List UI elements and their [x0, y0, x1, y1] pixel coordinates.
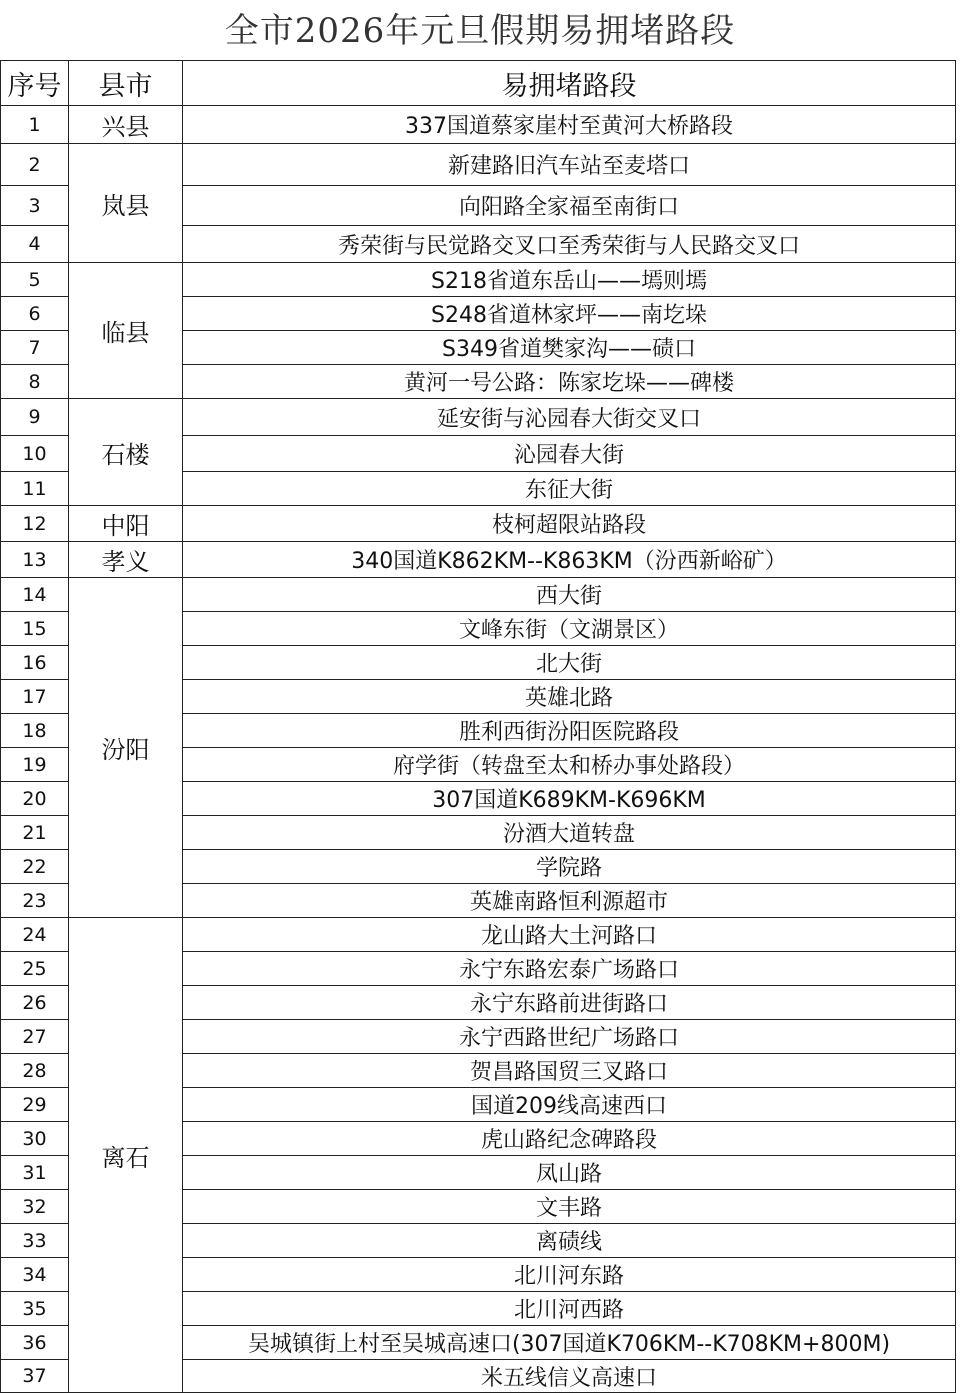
row-index: 32	[1, 1190, 69, 1224]
row-index: 12	[1, 506, 69, 542]
county-cell: 兴县	[69, 106, 183, 144]
row-index: 23	[1, 884, 69, 918]
road-cell: 向阳路全家福至南街口	[183, 186, 956, 226]
road-cell: 337国道蔡家崖村至黄河大桥路段	[183, 106, 956, 144]
row-index: 16	[1, 646, 69, 680]
road-cell: 西大街	[183, 578, 956, 612]
row-index: 36	[1, 1326, 69, 1360]
header-road: 易拥堵路段	[183, 61, 956, 106]
row-index: 26	[1, 986, 69, 1020]
row-index: 28	[1, 1054, 69, 1088]
road-cell: 枝柯超限站路段	[183, 506, 956, 542]
row-index: 29	[1, 1088, 69, 1122]
road-cell: 汾酒大道转盘	[183, 816, 956, 850]
header-county: 县市	[69, 61, 183, 106]
road-cell: 凤山路	[183, 1156, 956, 1190]
county-cell: 中阳	[69, 506, 183, 542]
road-cell: 东征大街	[183, 472, 956, 506]
row-index: 7	[1, 331, 69, 365]
road-cell: 国道209线高速西口	[183, 1088, 956, 1122]
road-cell: 黄河一号公路：陈家圪垛——碑楼	[183, 365, 956, 399]
row-index: 1	[1, 106, 69, 144]
county-cell: 石楼	[69, 399, 183, 506]
row-index: 21	[1, 816, 69, 850]
road-cell: 新建路旧汽车站至麦塔口	[183, 144, 956, 186]
road-cell: 英雄南路恒利源超市	[183, 884, 956, 918]
row-index: 14	[1, 578, 69, 612]
row-index: 8	[1, 365, 69, 399]
table-row	[1, 106, 956, 144]
row-index: 27	[1, 1020, 69, 1054]
county-cell: 汾阳	[69, 578, 183, 918]
row-index: 30	[1, 1122, 69, 1156]
row-index: 9	[1, 399, 69, 436]
road-cell: 北川河东路	[183, 1258, 956, 1292]
road-cell: 吴城镇街上村至吴城高速口(307国道K706KM--K708KM+800M)	[183, 1326, 956, 1360]
road-cell: 秀荣街与民觉路交叉口至秀荣街与人民路交叉口	[183, 226, 956, 263]
header-row	[1, 61, 956, 106]
county-cell: 孝义	[69, 542, 183, 578]
road-cell: 虎山路纪念碑路段	[183, 1122, 956, 1156]
road-cell: 离碛线	[183, 1224, 956, 1258]
road-cell: 贺昌路国贸三叉路口	[183, 1054, 956, 1088]
row-index: 24	[1, 918, 69, 952]
table-body	[1, 106, 956, 1393]
row-index: 10	[1, 436, 69, 472]
table-row	[1, 263, 956, 297]
row-index: 19	[1, 748, 69, 782]
row-index: 22	[1, 850, 69, 884]
road-cell: S218省道东岳山——墕则墕	[183, 263, 956, 297]
table-row	[1, 144, 956, 186]
row-index: 34	[1, 1258, 69, 1292]
table-row	[1, 542, 956, 578]
road-cell: S248省道林家坪——南圪垛	[183, 297, 956, 331]
road-cell: 米五线信义高速口	[183, 1360, 956, 1393]
road-cell: 永宁东路宏泰广场路口	[183, 952, 956, 986]
road-cell: 胜利西街汾阳医院路段	[183, 714, 956, 748]
row-index: 11	[1, 472, 69, 506]
row-index: 13	[1, 542, 69, 578]
road-cell: 北川河西路	[183, 1292, 956, 1326]
county-cell: 临县	[69, 263, 183, 399]
row-index: 17	[1, 680, 69, 714]
table-row	[1, 578, 956, 612]
congestion-table	[0, 60, 956, 1393]
road-cell: 英雄北路	[183, 680, 956, 714]
row-index: 15	[1, 612, 69, 646]
row-index: 35	[1, 1292, 69, 1326]
row-index: 3	[1, 186, 69, 226]
page-title: 全市2026年元旦假期易拥堵路段	[224, 11, 736, 51]
row-index: 5	[1, 263, 69, 297]
road-cell: 文峰东街（文湖景区）	[183, 612, 956, 646]
county-cell: 岚县	[69, 144, 183, 263]
road-cell: 文丰路	[183, 1190, 956, 1224]
table-row	[1, 399, 956, 436]
road-cell: 307国道K689KM-K696KM	[183, 782, 956, 816]
row-index: 20	[1, 782, 69, 816]
table-row	[1, 918, 956, 952]
road-cell: 学院路	[183, 850, 956, 884]
road-cell: 永宁西路世纪广场路口	[183, 1020, 956, 1054]
county-cell: 离石	[69, 918, 183, 1393]
table-row	[1, 506, 956, 542]
row-index: 4	[1, 226, 69, 263]
road-cell: 延安街与沁园春大街交叉口	[183, 399, 956, 436]
road-cell: 340国道K862KM--K863KM（汾西新峪矿）	[183, 542, 956, 578]
row-index: 33	[1, 1224, 69, 1258]
header-index: 序号	[1, 61, 69, 106]
row-index: 6	[1, 297, 69, 331]
row-index: 25	[1, 952, 69, 986]
road-cell: 沁园春大街	[183, 436, 956, 472]
road-cell: 府学街（转盘至太和桥办事处路段）	[183, 748, 956, 782]
road-cell: 永宁东路前进街路口	[183, 986, 956, 1020]
row-index: 37	[1, 1360, 69, 1393]
row-index: 31	[1, 1156, 69, 1190]
road-cell: 北大街	[183, 646, 956, 680]
row-index: 2	[1, 144, 69, 186]
road-cell: S349省道樊家沟——碛口	[183, 331, 956, 365]
road-cell: 龙山路大土河路口	[183, 918, 956, 952]
row-index: 18	[1, 714, 69, 748]
